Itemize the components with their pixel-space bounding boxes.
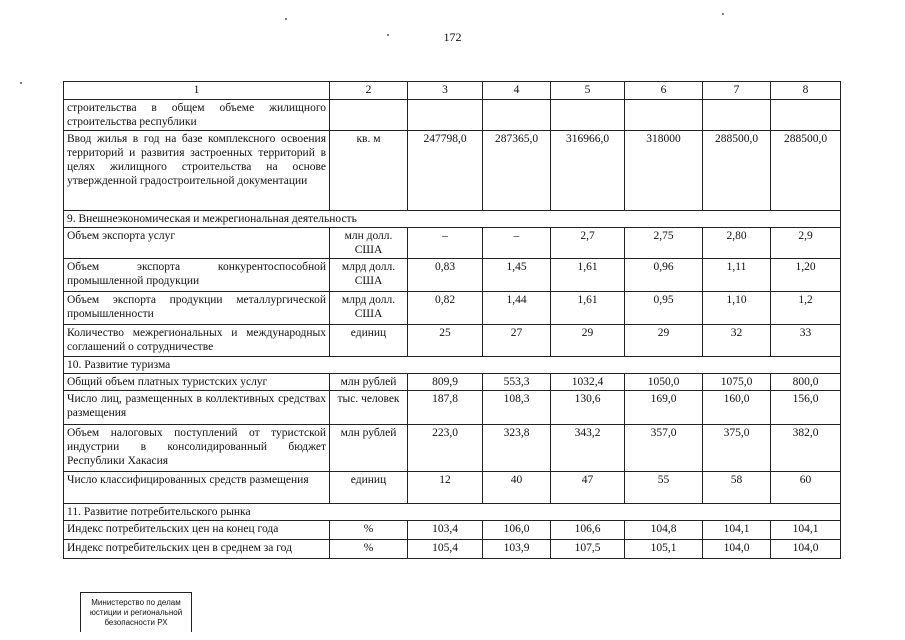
value-cell: 33 xyxy=(771,325,841,357)
value-cell: 223,0 xyxy=(408,425,483,472)
value-cell: 40 xyxy=(483,472,551,504)
value-cell: 0,95 xyxy=(625,292,703,325)
value-cell: 357,0 xyxy=(625,425,703,472)
unit-cell: % xyxy=(330,521,408,540)
value-cell: 105,4 xyxy=(408,540,483,559)
section-row xyxy=(64,357,841,374)
page-number: 172 xyxy=(443,30,462,44)
table-row xyxy=(64,391,841,425)
value-cell: 29 xyxy=(625,325,703,357)
value-cell: 1,61 xyxy=(551,259,625,292)
unit-cell: единиц xyxy=(330,325,408,357)
value-cell: 169,0 xyxy=(625,391,703,425)
indicators-table xyxy=(63,81,841,559)
section-row xyxy=(64,504,841,521)
indicator-name: Объем экспорта продукции металлургической промышленности xyxy=(64,292,330,325)
table-body xyxy=(64,82,841,559)
value-cell: 106,0 xyxy=(483,521,551,540)
column-header: 6 xyxy=(625,82,703,100)
value-cell: 323,8 xyxy=(483,425,551,472)
section-row xyxy=(64,211,841,228)
value-cell: 104,1 xyxy=(703,521,771,540)
indicator-name: Ввод жилья в год на базе комплексного освоения территорий и развития застроенных территорий в целях жилищного строительства на основе утвержденной градостроительной документации xyxy=(64,131,330,211)
scan-speck xyxy=(387,34,389,36)
value-cell xyxy=(703,100,771,131)
stamp-line: Министерство по делам xyxy=(91,598,181,607)
value-cell: 0,83 xyxy=(408,259,483,292)
value-cell: 288500,0 xyxy=(703,131,771,211)
value-cell: 288500,0 xyxy=(771,131,841,211)
value-cell: 1,20 xyxy=(771,259,841,292)
value-cell: 1075,0 xyxy=(703,374,771,391)
value-cell: 55 xyxy=(625,472,703,504)
ministry-stamp xyxy=(80,592,192,632)
indicator-name: строительства в общем объеме жилищного строительства республики xyxy=(64,100,330,131)
unit-cell: единиц xyxy=(330,472,408,504)
unit-cell: % xyxy=(330,540,408,559)
value-cell: 103,4 xyxy=(408,521,483,540)
unit-cell xyxy=(330,100,408,131)
unit-cell: тыс. человек xyxy=(330,391,408,425)
value-cell: 1032,4 xyxy=(551,374,625,391)
value-cell: 0,96 xyxy=(625,259,703,292)
value-cell: 800,0 xyxy=(771,374,841,391)
value-cell: 103,9 xyxy=(483,540,551,559)
value-cell: 1,11 xyxy=(703,259,771,292)
scan-speck xyxy=(722,13,724,15)
indicator-name: Общий объем платных туристских услуг xyxy=(64,374,330,391)
unit-cell: млрд долл. США xyxy=(330,259,408,292)
value-cell: 187,8 xyxy=(408,391,483,425)
value-cell: 809,9 xyxy=(408,374,483,391)
table-row xyxy=(64,425,841,472)
value-cell: 382,0 xyxy=(771,425,841,472)
value-cell xyxy=(551,100,625,131)
column-header: 8 xyxy=(771,82,841,100)
column-header: 2 xyxy=(330,82,408,100)
value-cell xyxy=(771,100,841,131)
value-cell: 60 xyxy=(771,472,841,504)
value-cell: 247798,0 xyxy=(408,131,483,211)
indicator-name: Объем экспорта конкурентоспособной промышленной продукции xyxy=(64,259,330,292)
indicator-name: Объем налоговых поступлений от туристской индустрии в консолидированный бюджет Республики Хакасия xyxy=(64,425,330,472)
value-cell: 1,44 xyxy=(483,292,551,325)
value-cell: 58 xyxy=(703,472,771,504)
value-cell: 104,8 xyxy=(625,521,703,540)
column-header: 1 xyxy=(64,82,330,100)
value-cell: 29 xyxy=(551,325,625,357)
unit-cell: млрд долл. США xyxy=(330,292,408,325)
value-cell: 343,2 xyxy=(551,425,625,472)
value-cell: 108,3 xyxy=(483,391,551,425)
value-cell: 160,0 xyxy=(703,391,771,425)
value-cell: – xyxy=(408,228,483,259)
value-cell: 32 xyxy=(703,325,771,357)
unit-cell: млн рублей xyxy=(330,374,408,391)
value-cell: 287365,0 xyxy=(483,131,551,211)
value-cell: 104,0 xyxy=(703,540,771,559)
value-cell: 2,75 xyxy=(625,228,703,259)
value-cell: 2,7 xyxy=(551,228,625,259)
value-cell: 1050,0 xyxy=(625,374,703,391)
header-row xyxy=(64,82,841,100)
table-row xyxy=(64,100,841,131)
value-cell: 316966,0 xyxy=(551,131,625,211)
table-row xyxy=(64,540,841,559)
indicator-name: Объем экспорта услуг xyxy=(64,228,330,259)
indicator-name: Индекс потребительских цен в среднем за год xyxy=(64,540,330,559)
section-title: 11. Развитие потребительского рынка xyxy=(64,504,841,521)
value-cell xyxy=(625,100,703,131)
value-cell: 12 xyxy=(408,472,483,504)
value-cell: 156,0 xyxy=(771,391,841,425)
stamp-line: юстиции и региональной xyxy=(89,608,183,617)
table-row xyxy=(64,228,841,259)
section-title: 9. Внешнеэкономическая и межрегиональная деятельность xyxy=(64,211,841,228)
scan-speck xyxy=(285,18,287,20)
value-cell: 47 xyxy=(551,472,625,504)
value-cell: 27 xyxy=(483,325,551,357)
table-row xyxy=(64,325,841,357)
column-header: 4 xyxy=(483,82,551,100)
indicator-name: Число классифицированных средств размещения xyxy=(64,472,330,504)
indicator-name: Индекс потребительских цен на конец года xyxy=(64,521,330,540)
stamp-line: безопасности РХ xyxy=(104,618,168,627)
value-cell: 1,2 xyxy=(771,292,841,325)
table-row xyxy=(64,259,841,292)
value-cell: 104,0 xyxy=(771,540,841,559)
column-header: 7 xyxy=(703,82,771,100)
value-cell: 1,45 xyxy=(483,259,551,292)
value-cell: 2,9 xyxy=(771,228,841,259)
unit-cell: кв. м xyxy=(330,131,408,211)
column-header: 3 xyxy=(408,82,483,100)
value-cell: 1,61 xyxy=(551,292,625,325)
section-title: 10. Развитие туризма xyxy=(64,357,841,374)
table-row xyxy=(64,131,841,211)
value-cell: 25 xyxy=(408,325,483,357)
indicator-name: Количество межрегиональных и международных соглашений о сотрудничестве xyxy=(64,325,330,357)
column-header: 5 xyxy=(551,82,625,100)
indicator-name: Число лиц, размещенных в коллективных средствах размещения xyxy=(64,391,330,425)
table-row xyxy=(64,374,841,391)
value-cell: 318000 xyxy=(625,131,703,211)
value-cell: 2,80 xyxy=(703,228,771,259)
value-cell: 106,6 xyxy=(551,521,625,540)
value-cell xyxy=(408,100,483,131)
value-cell: 1,10 xyxy=(703,292,771,325)
unit-cell: млн долл. США xyxy=(330,228,408,259)
value-cell: 107,5 xyxy=(551,540,625,559)
value-cell: 0,82 xyxy=(408,292,483,325)
value-cell: 553,3 xyxy=(483,374,551,391)
unit-cell: млн рублей xyxy=(330,425,408,472)
table-row xyxy=(64,472,841,504)
scan-speck xyxy=(20,82,22,84)
table-row xyxy=(64,521,841,540)
value-cell: – xyxy=(483,228,551,259)
value-cell: 105,1 xyxy=(625,540,703,559)
value-cell: 375,0 xyxy=(703,425,771,472)
value-cell: 104,1 xyxy=(771,521,841,540)
value-cell: 130,6 xyxy=(551,391,625,425)
table-row xyxy=(64,292,841,325)
value-cell xyxy=(483,100,551,131)
